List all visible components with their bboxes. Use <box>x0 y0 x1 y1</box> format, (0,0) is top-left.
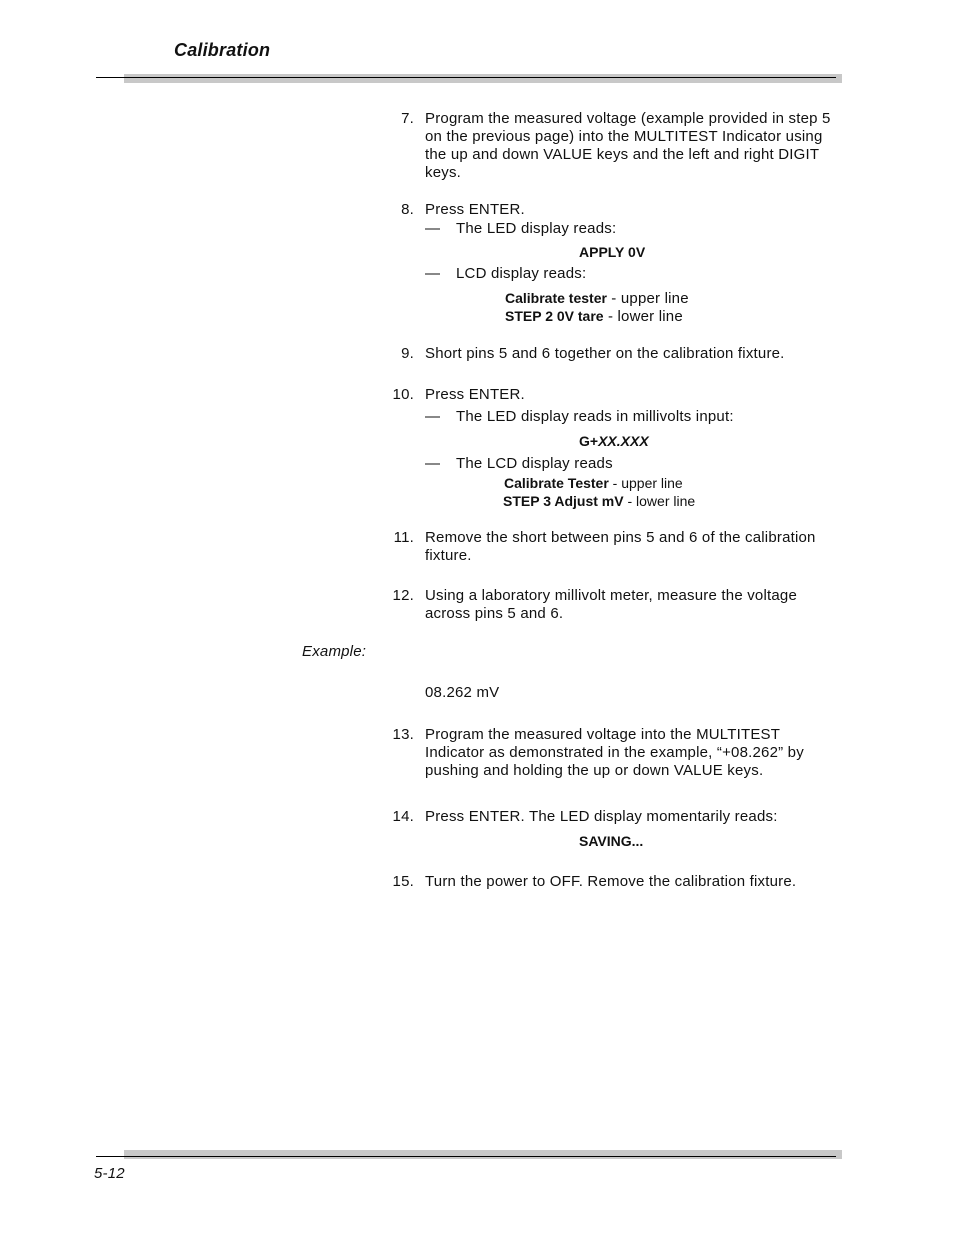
step-8-lcd-upper-bold: Calibrate tester <box>505 290 607 306</box>
footer-rule-gray <box>124 1150 842 1159</box>
step-8-led-value: APPLY 0V <box>579 244 646 260</box>
step-15-text: Turn the power to OFF. Remove the calibration fixture. <box>425 873 797 890</box>
step-8-lcd-label: LCD display reads: <box>456 265 587 282</box>
step-10-dash-1: — <box>425 408 441 425</box>
step-8-number: 8. <box>401 201 414 218</box>
step-10-dash-2: — <box>425 455 441 472</box>
step-9-number: 9. <box>401 345 414 362</box>
page-header-title: Calibration <box>174 40 271 60</box>
step-10-lcd-upper-bold: Calibrate Tester <box>504 475 609 491</box>
step-8-lcd-upper <box>505 289 689 308</box>
step-15-number: 15. <box>392 873 414 890</box>
step-14-number: 14. <box>392 808 414 825</box>
step-11-text: Remove the short between pins 5 and 6 of the calibration fixture. <box>425 529 816 564</box>
step-10-led-prefix: G+ <box>579 433 599 449</box>
step-12-text: Using a laboratory millivolt meter, measure the voltage across pins 5 and 6. <box>425 587 797 622</box>
step-10-lcd-upper-rest: - upper line <box>608 475 683 491</box>
step-7-number: 7. <box>401 110 414 127</box>
step-13-text: Program the measured voltage into the MULTITEST Indicator as demonstrated in the example, “+08.262” by pushing and holding the up or down VALUE keys. <box>425 726 804 779</box>
step-10-lcd-lower-rest: - lower line <box>623 493 696 509</box>
step-8-text: Press ENTER. <box>425 201 525 218</box>
header-rule-gray <box>124 74 842 83</box>
step-8-lcd-lower-rest: - lower line <box>603 308 683 325</box>
step-8-lcd-lower <box>505 307 683 326</box>
step-7-text: Program the measured voltage (example provided in step 5 on the previous page) into the MULTITEST Indicator using the up and down VALUE keys and the left and right DIGIT keys. <box>425 110 831 181</box>
step-10-lcd-lower <box>503 492 695 510</box>
example-value: 08.262 mV <box>425 684 500 701</box>
step-10-number: 10. <box>392 386 414 403</box>
step-13-number: 13. <box>392 726 414 743</box>
step-8-dash-2: — <box>425 265 441 282</box>
step-8-dash-1: — <box>425 220 441 237</box>
step-8-led-label: The LED display reads: <box>456 220 617 237</box>
step-14-led-value: SAVING... <box>579 833 644 849</box>
step-12-number: 12. <box>392 587 414 604</box>
step-10-lcd-label: The LCD display reads <box>456 455 613 472</box>
page-number: 5-12 <box>94 1165 125 1182</box>
step-10-text: Press ENTER. <box>425 386 525 403</box>
header-rule-thin <box>96 77 836 78</box>
step-10-led-label: The LED display reads in millivolts input: <box>456 408 734 425</box>
example-label: Example: <box>302 643 367 660</box>
step-9-text: Short pins 5 and 6 together on the calibration fixture. <box>425 345 785 362</box>
step-11-number: 11. <box>393 529 414 546</box>
step-10-led-xx: XX.XXX <box>598 433 649 449</box>
step-8-lcd-upper-rest: - upper line <box>606 290 689 307</box>
step-10-lcd-lower-bold: STEP 3 Adjust mV <box>503 493 624 509</box>
step-10-led-value <box>579 432 649 450</box>
step-10-lcd-upper <box>504 474 683 492</box>
footer-rule-thin <box>96 1156 836 1157</box>
step-8-lcd-lower-bold: STEP 2 0V tare <box>505 308 604 324</box>
step-14-text: Press ENTER. The LED display momentarily reads: <box>425 808 778 825</box>
